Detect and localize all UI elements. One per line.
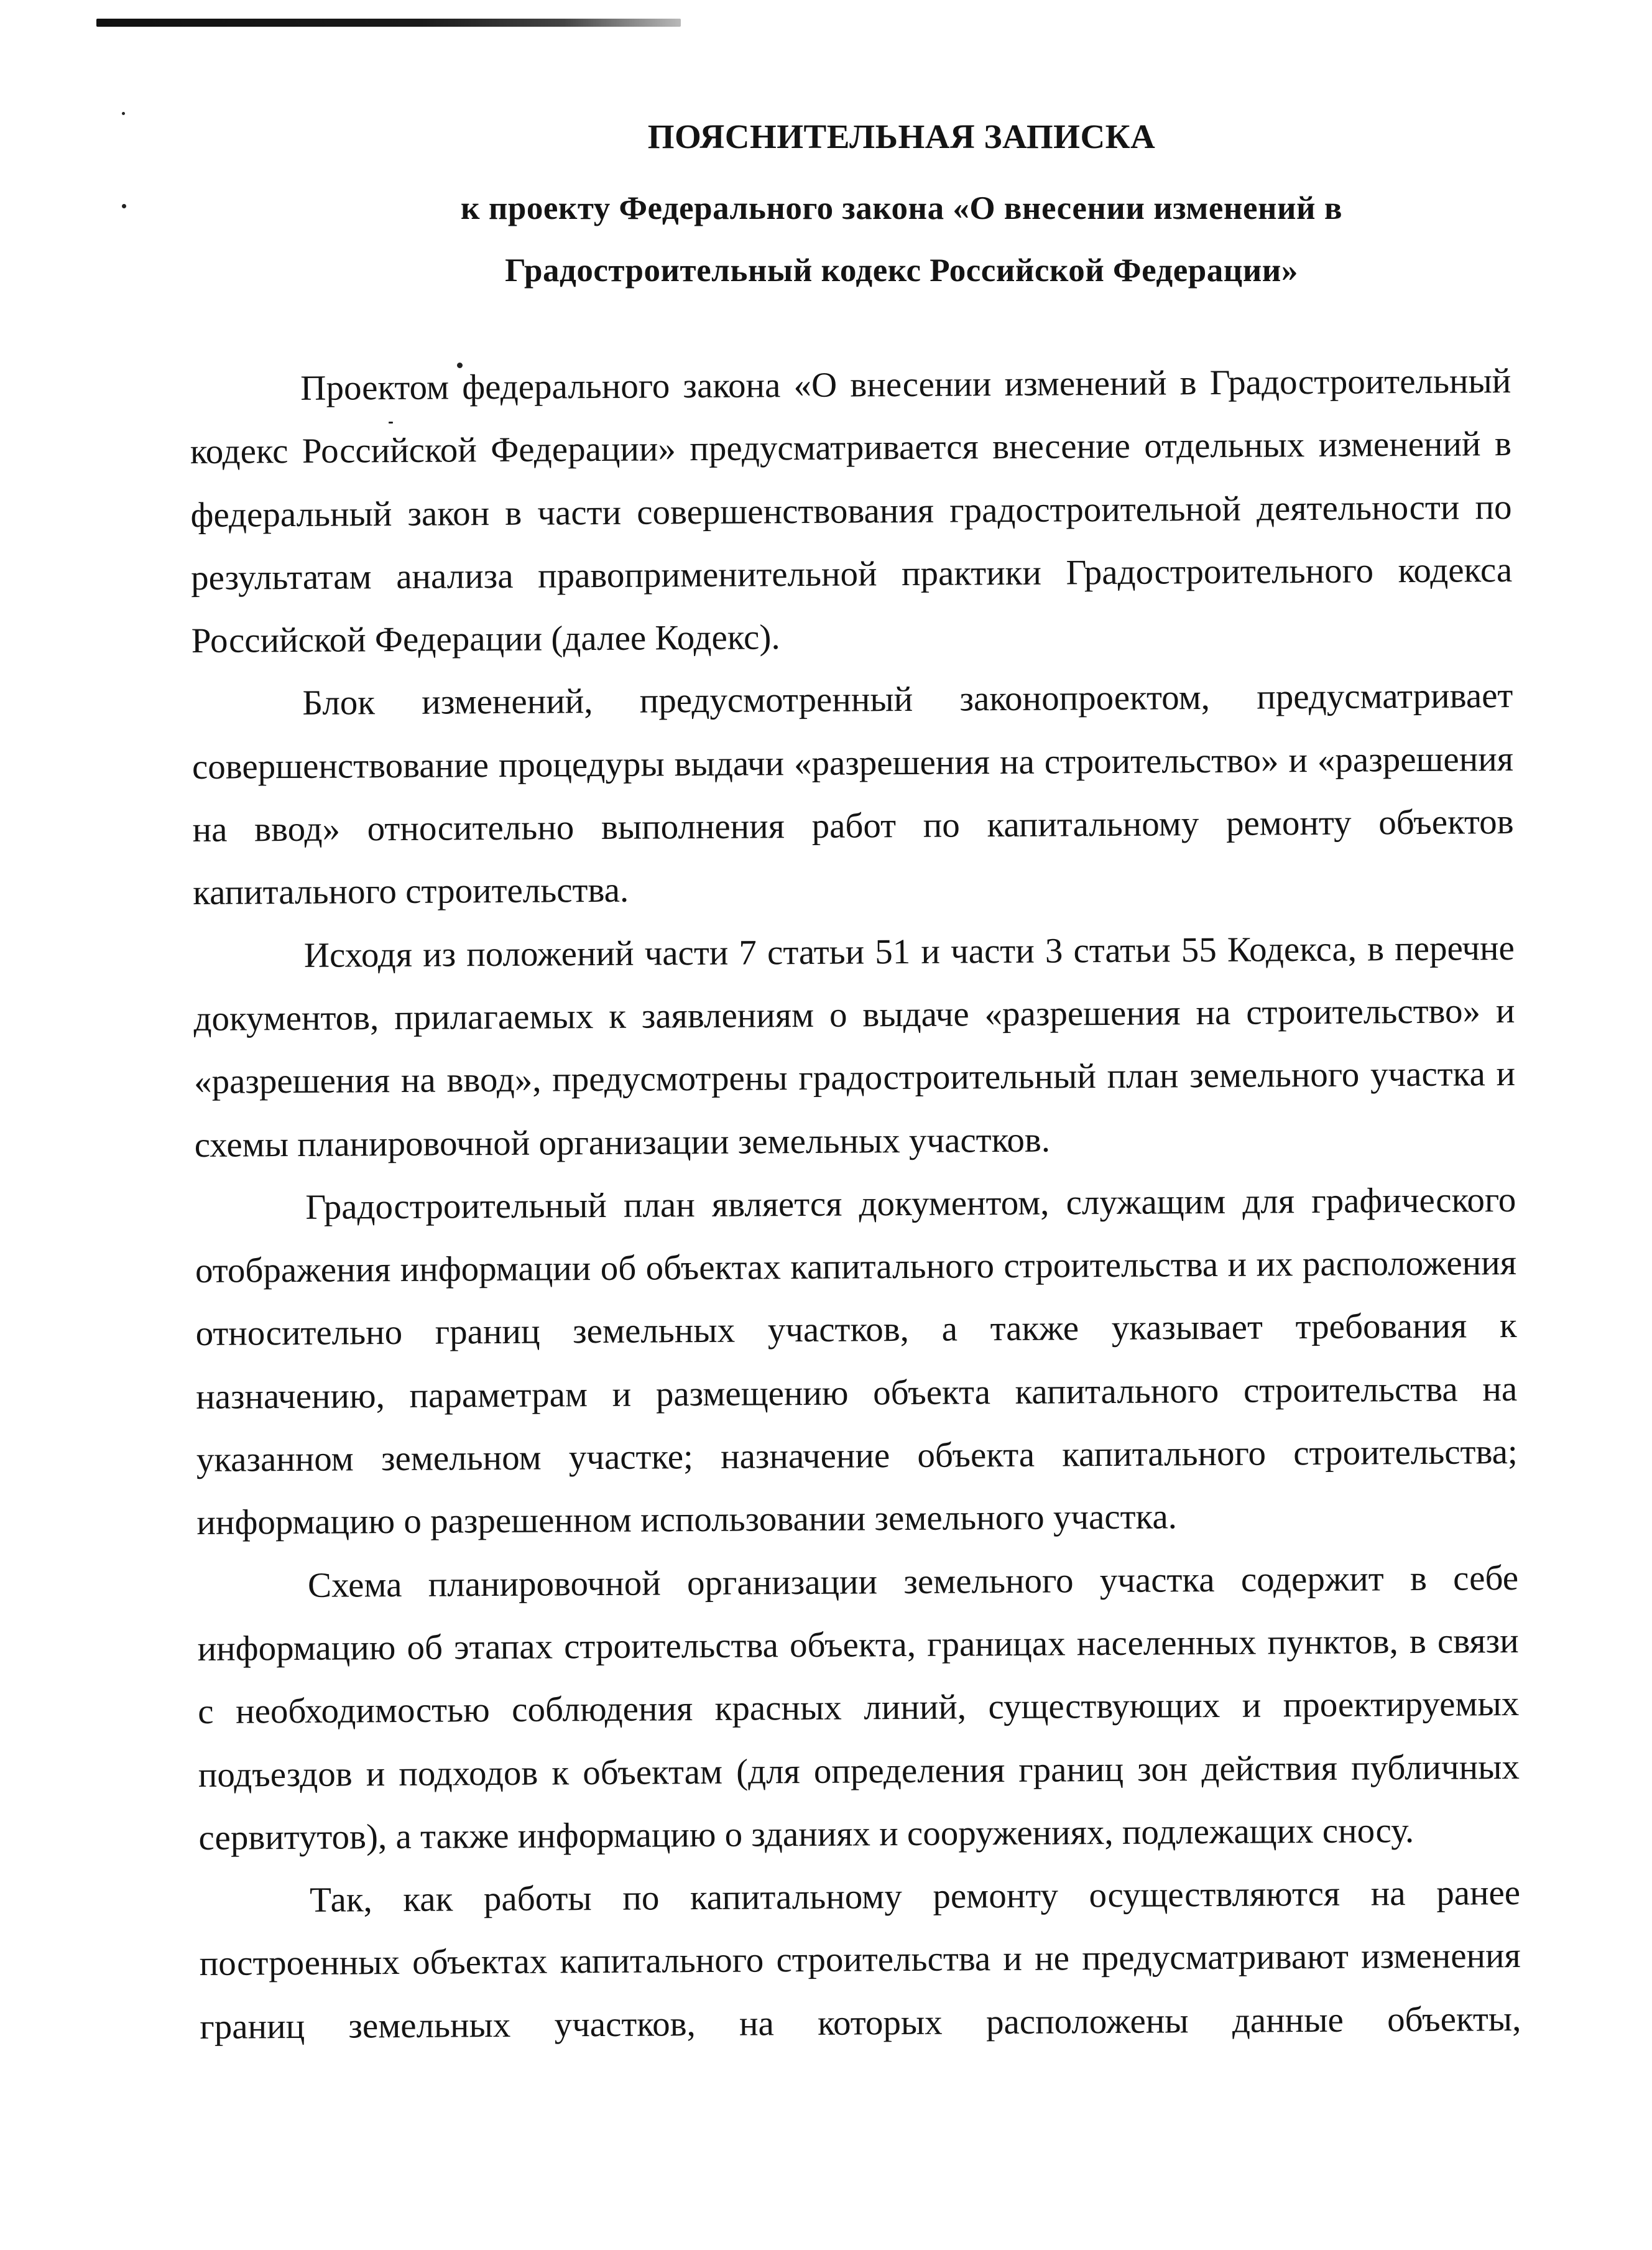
scan-speck	[122, 204, 126, 208]
paragraph-5: Схема планировочной организации земельного участка содержит в себе информацию об этапах строительства объекта, границах населенных пунктов, в связи с необходимостью соблюдения красных линий, существующих и проектируемых подъездов и подходов к объектам (для определения границ зон действия публичных сервитутов), а также информацию о зданиях и сооружениях, подлежащих сносу.	[197, 1558, 1520, 1858]
document-subtitle	[149, 177, 1652, 302]
paragraph-6: Так, как работы по капитальному ремонту осуществляются на ранее построенных объектах капитального строительства и не предусматривают изменения границ земельных участков, на которых расположены данные объекты,	[199, 1873, 1521, 2047]
document-subtitle-line-2: Градостроительный кодекс Российской Федерации»	[505, 252, 1298, 289]
document-body	[190, 350, 1521, 2058]
paragraph-1: Проектом федерального закона «О внесении изменений в Градостроительный кодекс Российской Федерации» предусматривается внесение отдельных изменений в федеральный закон в части совершенствования градостроительной деятельности по результатам анализа правоприменительной практики Градостроительного кодекса Российской Федерации (далее Кодекс).	[190, 361, 1513, 661]
scan-speck	[122, 112, 125, 115]
document-title: ПОЯСНИТЕЛЬНАЯ ЗАПИСКА	[647, 118, 1156, 155]
document-subtitle-line-1: к проекту Федерального закона «О внесении изменений в	[461, 190, 1342, 226]
scan-edge-artifact	[96, 19, 681, 27]
paragraph-4: Градостроительный план является документом, служащим для графического отображения информации об объектах капитального строительства и их расположения относительно границ земельных участков, а также указывает требования к назначению, параметрам и размещению объекта капитального строительства на указанном земельном участке; назначение объекта капитального строительства; информацию о разрешенном использовании земельного участка.	[195, 1180, 1518, 1543]
paragraph-3: Исходя из положений части 7 статьи 51 и части 3 статьи 55 Кодекса, в перечне документов, прилагаемых к заявлениям о выдаче «разрешения на строительство» и «разрешения на ввод», предусмотрены градостроительный план земельного участка и схемы планировочной организации земельных участков.	[193, 928, 1516, 1165]
paragraph-2: Блок изменений, предусмотренный законопроектом, предусматривает совершенствование процедуры выдачи «разрешения на строительство» и «разрешения на ввод» относительно выполнения работ по капитальному ремонту объектов капитального строительства.	[192, 676, 1514, 913]
